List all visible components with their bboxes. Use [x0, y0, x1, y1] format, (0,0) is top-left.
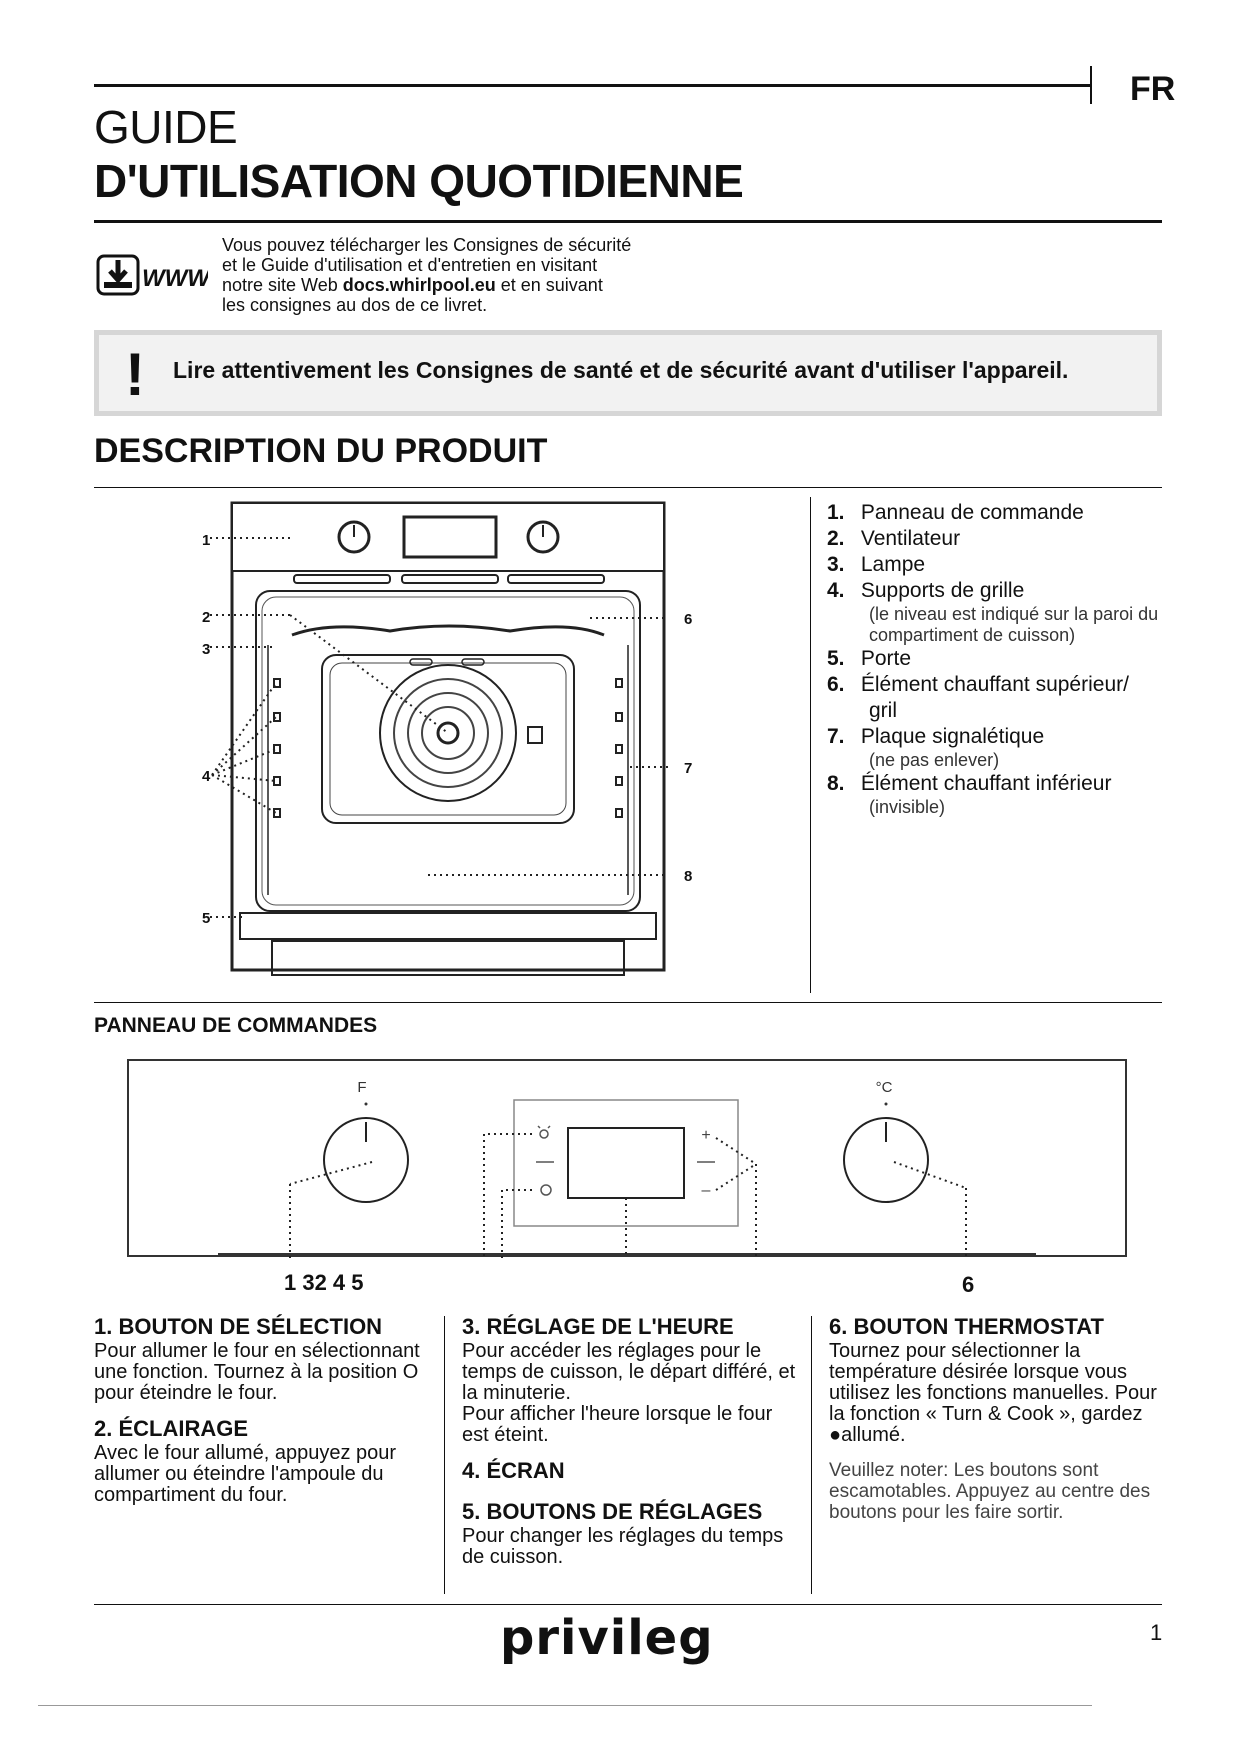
legend-item: 7. Plaque signalétique (ne pas enlever) [827, 725, 1045, 770]
footer-rule [94, 1604, 1162, 1605]
privileg-logo: privileg [500, 1610, 714, 1666]
control-panel-diagram [126, 1058, 1132, 1268]
safety-warning-box [94, 330, 1162, 416]
section-1-title: 1. BOUTON DE SÉLECTION [94, 1314, 383, 1339]
download-instructions: Vous pouvez télécharger les Consignes de sécurité et le Guide d'utilisation et d'entretien en visitant notre site Web docs.whirlpool.eu et en suivant les consignes au dos de ce livret. [222, 235, 632, 315]
column-divider-2 [811, 1316, 812, 1594]
control-panel-title: PANNEAU DE COMMANDES [94, 1014, 378, 1037]
callout-3: 3 [202, 641, 211, 658]
section-5-title: 5. BOUTONS DE RÉGLAGES [462, 1499, 763, 1524]
plus-button-label: + [701, 1127, 711, 1144]
legend-item: 2. Ventilateur [827, 527, 961, 550]
callout-7: 7 [684, 760, 693, 777]
legend-item: 4. Supports de grille (le niveau est indiqué sur la paroi du compartiment de cuisson) [827, 579, 1159, 645]
docs-link[interactable]: docs.whirlpool.eu [342, 275, 496, 295]
right-knob-label: °C [875, 1079, 893, 1096]
column-3 [829, 1316, 1163, 1537]
panel-callouts-left: 1 32 4 5 [284, 1270, 364, 1295]
legend-item: 1. Panneau de commande [827, 501, 1084, 524]
callout-1: 1 [202, 532, 211, 549]
off-position-symbol: O [402, 1361, 419, 1383]
section-6-title: 6. BOUTON THERMOSTAT [829, 1314, 1104, 1339]
exclamation-icon: ! [125, 341, 145, 408]
panel-rule [94, 1002, 1162, 1003]
legend-item: 5. Porte [827, 647, 912, 670]
page-title-line1: GUIDE [94, 101, 238, 153]
page-title-line2: D'UTILISATION QUOTIDIENNE [94, 155, 744, 207]
section-rule [94, 487, 1162, 488]
section-2-text: Avec le four allumé, appuyez pour allumer ou éteindre l'ampoule du compartiment du four. [94, 1442, 397, 1506]
safety-warning-text: Lire attentivement les Consignes de santé et de sécurité avant d'utiliser l'appareil. [173, 357, 1069, 383]
top-rule [94, 84, 1092, 87]
legend-item: 3. Lampe [827, 553, 926, 576]
www-text: WWW [142, 265, 208, 292]
legend-item: 8. Élément chauffant inférieur (invisible) [827, 772, 1112, 817]
page-number: 1 [1150, 1620, 1163, 1645]
title-rule [94, 220, 1162, 223]
panel-callout-right: 6 [962, 1272, 975, 1297]
bottom-rule [38, 1705, 1092, 1706]
callout-6: 6 [684, 611, 693, 628]
column-divider-1 [444, 1316, 445, 1594]
minus-button-label: – [701, 1182, 711, 1199]
section-2-title: 2. ÉCLAIRAGE [94, 1416, 249, 1441]
column-2 [462, 1316, 802, 1582]
product-description-title: DESCRIPTION DU PRODUIT [94, 432, 548, 470]
legend-divider [810, 497, 811, 993]
section-6-text: Tournez pour sélectionner la température désirée lorsque vous utilisez les fonctions manuelles. Pour la fonction « Turn & Cook », gardez ●allumé. [829, 1340, 1157, 1446]
callout-8: 8 [684, 868, 693, 885]
section-4-title: 4. ÉCRAN [462, 1458, 565, 1483]
section-3-text-2: Pour afficher l'heure lorsque le four est éteint. [462, 1403, 773, 1446]
legend-item: 6. Élément chauffant supérieur/ gril [827, 673, 1129, 722]
column-1 [94, 1316, 434, 1520]
language-label: FR [1130, 70, 1176, 108]
section-3-text-1: Pour accéder les réglages pour le temps de cuisson, le départ différé, et la minuterie. [462, 1340, 796, 1404]
section-1-text: Pour allumer le four en sélectionnant une fonction. Tournez à la position O pour éteindre le four. [94, 1340, 420, 1404]
product-legend [827, 500, 1167, 818]
section-6-note: Veuillez noter: Les boutons sont escamotables. Appuyez au centre des boutons pour les faire sortir. [829, 1460, 1151, 1523]
download-www-icon [96, 254, 208, 298]
dot-symbol: ● [829, 1424, 842, 1446]
top-rule-tick [1090, 66, 1092, 104]
callout-5: 5 [202, 910, 211, 927]
left-knob-label: F [357, 1079, 367, 1096]
oven-diagram [190, 495, 710, 985]
callout-4: 4 [202, 768, 211, 785]
section-3-title: 3. RÉGLAGE DE L'HEURE [462, 1314, 734, 1339]
callout-2: 2 [202, 609, 211, 626]
section-5-text: Pour changer les réglages du temps de cuisson. [462, 1525, 784, 1568]
